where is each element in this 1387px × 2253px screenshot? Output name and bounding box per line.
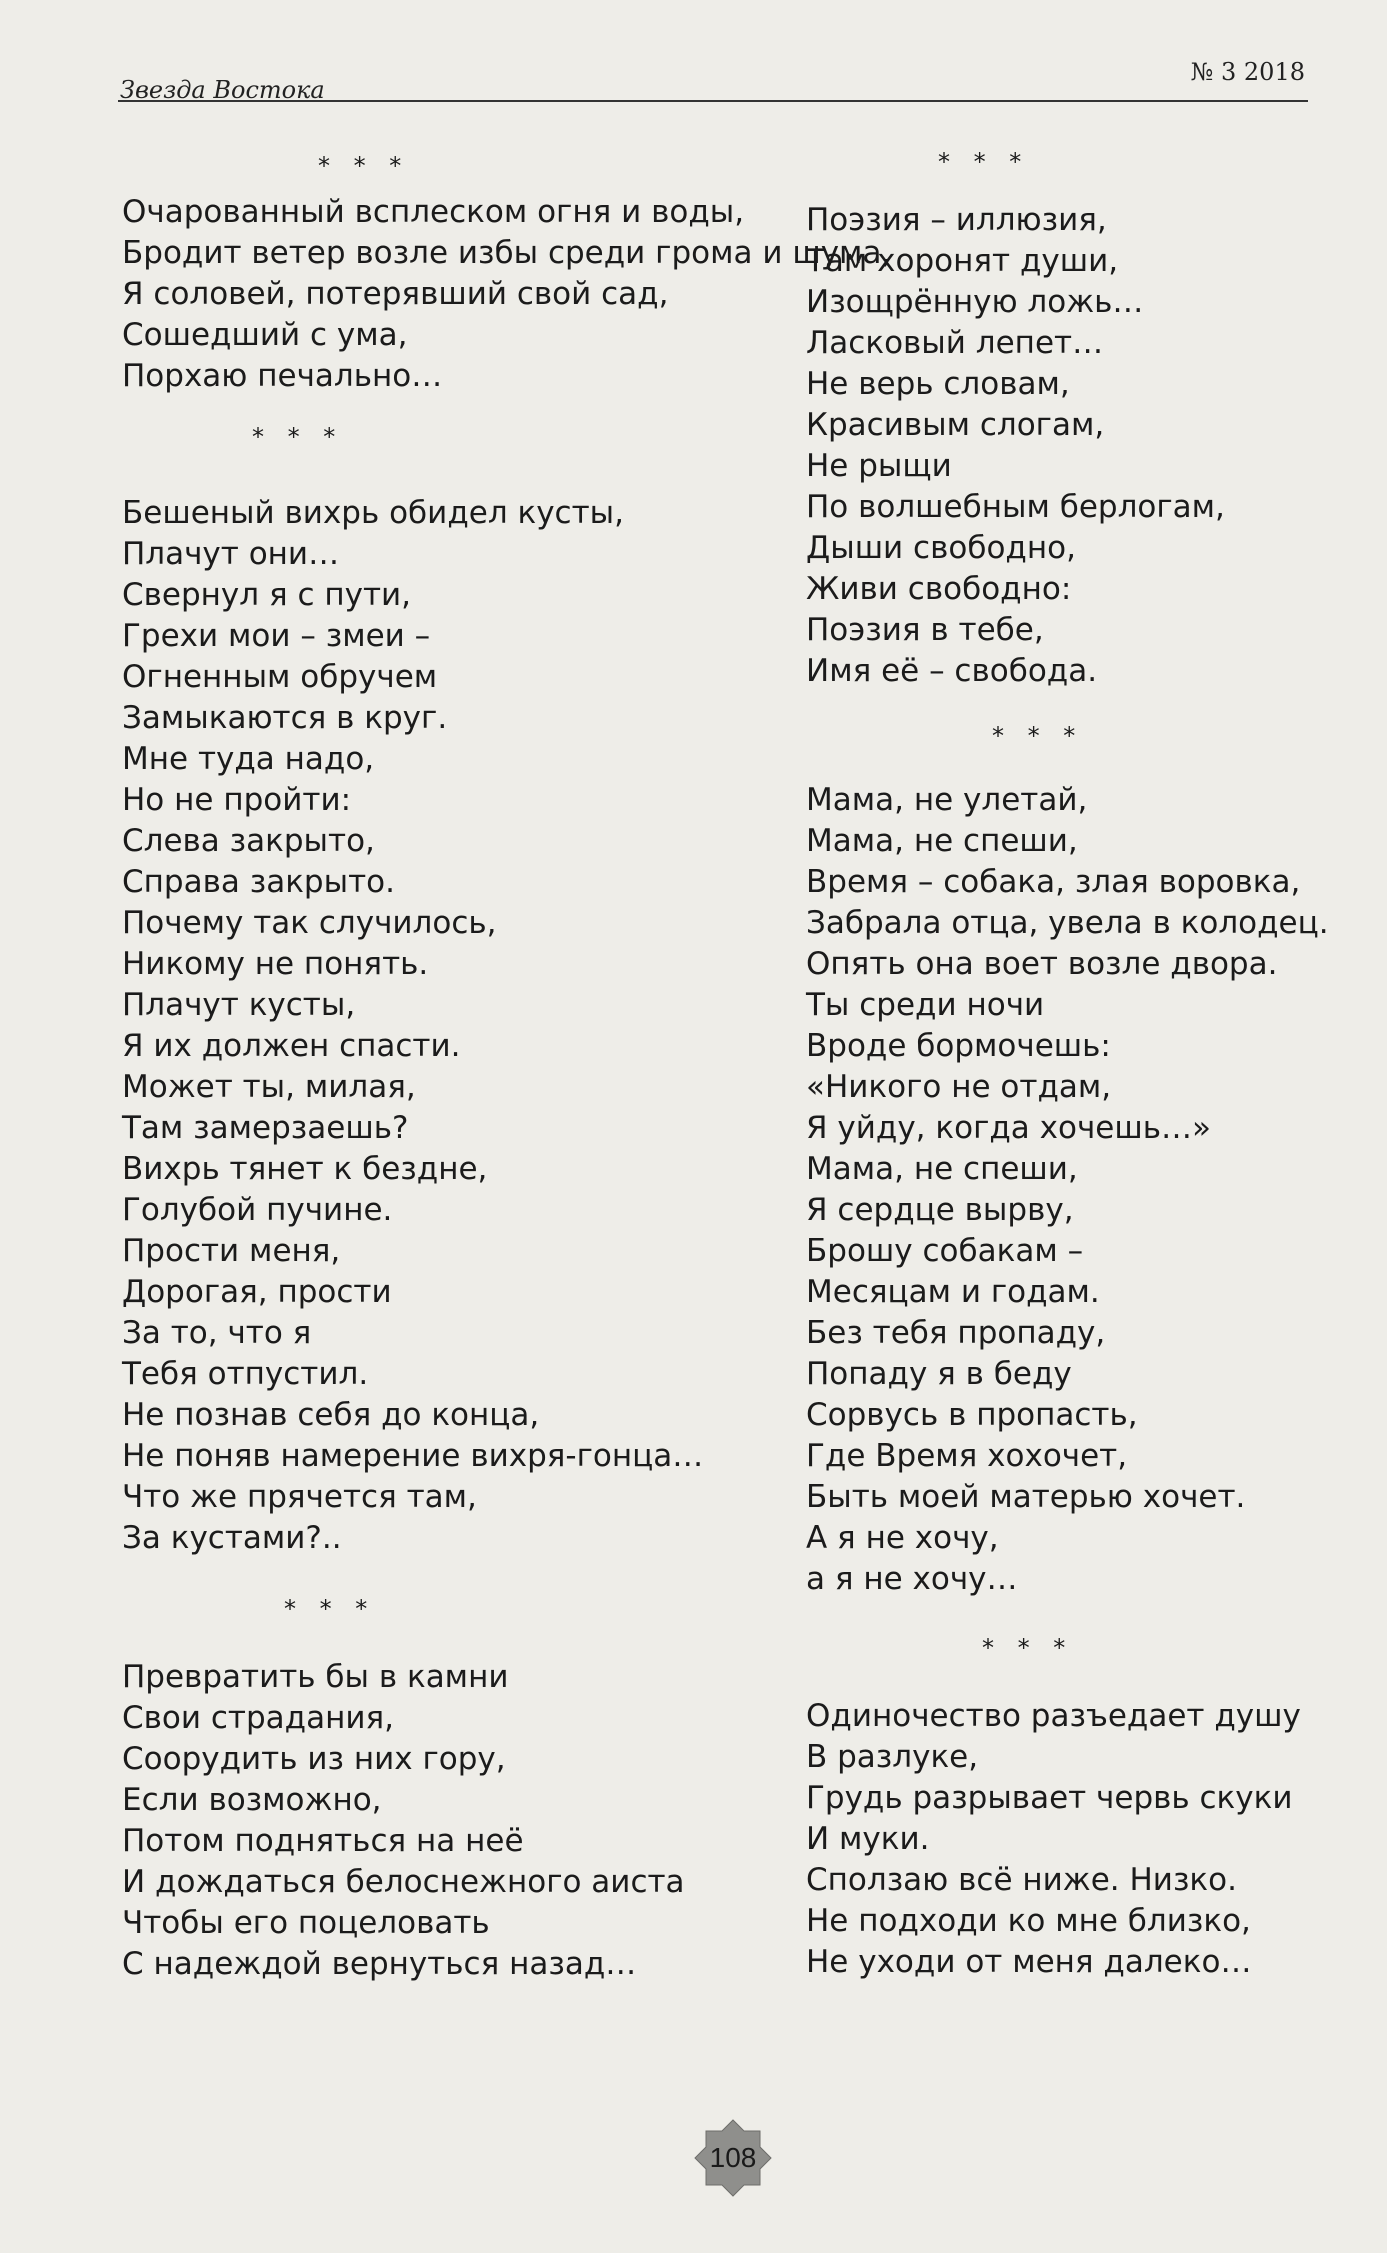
poem-line: Дорогая, прости <box>122 1274 392 1310</box>
poem-line: Плачут кусты, <box>122 987 356 1023</box>
poem-line: Я их должен спасти. <box>122 1028 461 1064</box>
poem-line: Грехи мои – змеи – <box>122 618 431 654</box>
poem-line: Там хоронят души, <box>806 243 1119 279</box>
poem-line: Грудь разрывает червь скуки <box>806 1780 1293 1816</box>
poem-line: Мне туда надо, <box>122 741 375 777</box>
poem-line: Мама, не спеши, <box>806 1151 1078 1187</box>
poem-separator: * * * <box>982 1634 1074 1662</box>
poem-line: Красивым слогам, <box>806 407 1105 443</box>
poem-line: Очарованный всплеском огня и воды, <box>122 194 745 230</box>
poem-line: Я сердце вырву, <box>806 1192 1074 1228</box>
poem-line: Не рыщи <box>806 448 952 484</box>
poem-line: За кустами?.. <box>122 1520 342 1556</box>
poem-separator: * * * <box>992 722 1084 750</box>
poem-line: Быть моей матерью хочет. <box>806 1479 1246 1515</box>
poem <box>122 411 762 1559</box>
poem-line: Если возможно, <box>122 1782 382 1818</box>
poem-line: Ты среди ночи <box>806 987 1045 1023</box>
poem-line: Попаду я в беду <box>806 1356 1072 1392</box>
poem-line: Превратить бы в камни <box>122 1659 509 1695</box>
poem-line: Сошедший с ума, <box>122 317 408 353</box>
poem-line: Имя её – свобода. <box>806 653 1098 689</box>
journal-title: Звезда Востока <box>120 76 325 104</box>
poem-line: Поэзия в тебе, <box>806 612 1044 648</box>
poem-separator: * * * <box>284 1595 376 1623</box>
poem-line: Голубой пучине. <box>122 1192 393 1228</box>
poem-line: Огненным обручем <box>122 659 438 695</box>
poem-line: Не поняв намерение вихря-гонца… <box>122 1438 704 1474</box>
poem-line: Слева закрыто, <box>122 823 375 859</box>
poem-line: Месяцам и годам. <box>806 1274 1100 1310</box>
poem-line: Чтобы его поцеловать <box>122 1905 490 1941</box>
poem-line: Сползаю всё ниже. Низко. <box>806 1862 1237 1898</box>
right-column <box>806 136 1366 1983</box>
poem-line: Свои страдания, <box>122 1700 395 1736</box>
poem-line: «Никого не отдам, <box>806 1069 1112 1105</box>
poem-line: Не подходи ко мне близко, <box>806 1903 1251 1939</box>
poem-line: Время – собака, злая воровка, <box>806 864 1301 900</box>
poem <box>806 1622 1366 1983</box>
poem-line: Дыши свободно, <box>806 530 1076 566</box>
poem-line: Ласковый лепет… <box>806 325 1104 361</box>
poem-line: Изощрённую ложь… <box>806 284 1144 320</box>
poem-line: Там замерзаешь? <box>122 1110 409 1146</box>
header-rule <box>118 100 1308 102</box>
poem-line: Что же прячется там, <box>122 1479 477 1515</box>
poem-line: И муки. <box>806 1821 930 1857</box>
poem-line: Бешеный вихрь обидел кусты, <box>122 495 624 531</box>
poem-line: Соорудить из них гору, <box>122 1741 506 1777</box>
poem-line: И дождаться белоснежного аиста <box>122 1864 685 1900</box>
poem-line: Поэзия – иллюзия, <box>806 202 1107 238</box>
poem-line: Порхаю печально… <box>122 358 443 394</box>
poem <box>122 1583 762 1985</box>
poem-line: Опять она воет возле двора. <box>806 946 1278 982</box>
issue-info: № 3 2018 <box>1190 58 1305 86</box>
poem-line: Но не пройти: <box>122 782 352 818</box>
poem-line: Никому не понять. <box>122 946 429 982</box>
poem-line: Одиночество разъедает душу <box>806 1698 1301 1734</box>
poem-line: Мама, не улетай, <box>806 782 1088 818</box>
poem-line: С надеждой вернуться назад… <box>122 1946 637 1982</box>
poem-line: Вроде бормочешь: <box>806 1028 1111 1064</box>
poem-line: Забрала отца, увела в колодец. <box>806 905 1329 941</box>
poem-line: Замыкаются в круг. <box>122 700 448 736</box>
poem-line: Справа закрыто. <box>122 864 395 900</box>
poem-separator: * * * <box>938 148 1030 176</box>
poem-line: Свернул я с пути, <box>122 577 412 613</box>
poem-line: Не познав себя до конца, <box>122 1397 540 1433</box>
poem <box>806 136 1366 692</box>
poem-line: Мама, не спеши, <box>806 823 1078 859</box>
poem-line: Не уходи от меня далеко… <box>806 1944 1252 1980</box>
poem-line: Может ты, милая, <box>122 1069 416 1105</box>
poem-line: Не верь словам, <box>806 366 1070 402</box>
poem-line: Я соловей, потерявший свой сад, <box>122 276 669 312</box>
poem <box>806 710 1366 1600</box>
poem-line: Брошу собакам – <box>806 1233 1084 1269</box>
poem-line: Без тебя пропаду, <box>806 1315 1106 1351</box>
poem-line: Сорвусь в пропасть, <box>806 1397 1138 1433</box>
poem-line: Потом подняться на неё <box>122 1823 524 1859</box>
page-number-badge <box>693 2118 773 2198</box>
poem-line: Живи свободно: <box>806 571 1072 607</box>
poem-line: Я уйду, когда хочешь…» <box>806 1110 1211 1146</box>
poem-line: Тебя отпустил. <box>122 1356 369 1392</box>
poem-separator: * * * <box>318 152 410 180</box>
poem-line: Вихрь тянет к бездне, <box>122 1151 488 1187</box>
poem-line: Почему так случилось, <box>122 905 497 941</box>
poem-line: Прости меня, <box>122 1233 341 1269</box>
poem <box>122 140 892 397</box>
poem-line: За то, что я <box>122 1315 312 1351</box>
page-number: 108 <box>709 2142 757 2173</box>
poem-line: В разлуке, <box>806 1739 979 1775</box>
poem-line: По волшебным берлогам, <box>806 489 1225 525</box>
poem-separator: * * * <box>252 423 344 451</box>
poem-line: А я не хочу, <box>806 1520 999 1556</box>
poem-line: Где Время хохочет, <box>806 1438 1128 1474</box>
poem-line: Бродит ветер возле избы среди грома и шума, <box>122 235 892 271</box>
poem-line: Плачут они… <box>122 536 340 572</box>
poem-line: а я не хочу… <box>806 1561 1018 1597</box>
